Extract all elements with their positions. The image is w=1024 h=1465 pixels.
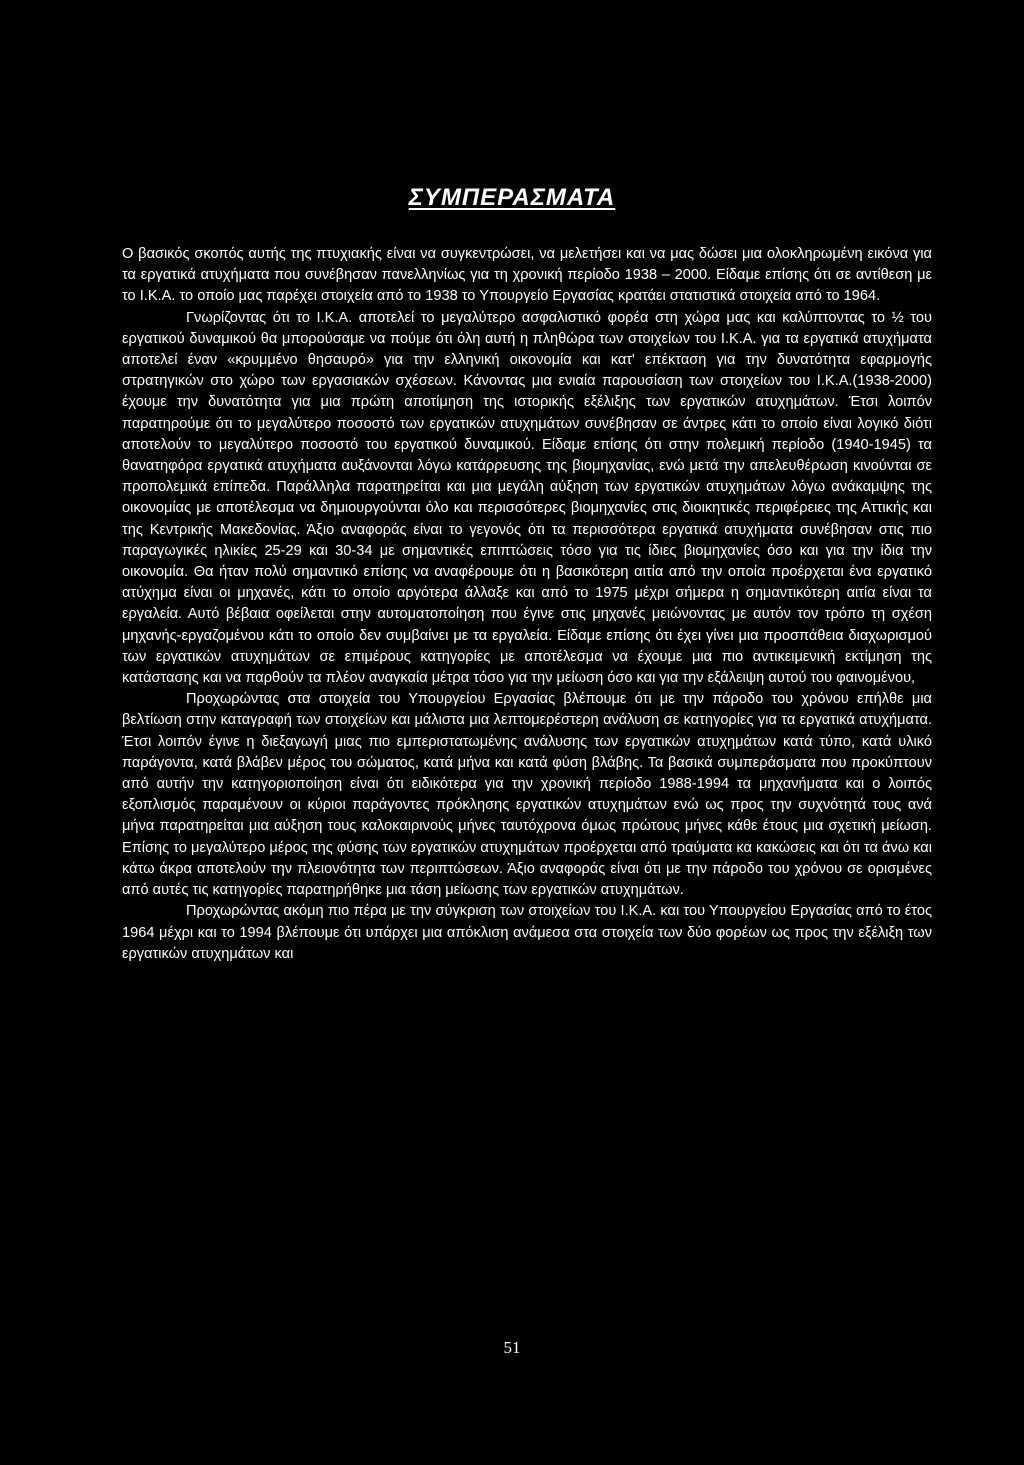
paragraph-2: Γνωρίζοντας ότι το Ι.Κ.Α. αποτελεί το μεγαλύτερο ασφαλιστικό φορέα στη χώρα μας και καλύπτοντας το ½ του εργατικού δυναμικού θα μπορούσαμε να πούμε ότι όλη αυτή η πληθώρα των στοιχείων του Ι.Κ.Α. για τα εργατικά ατυχήματα αποτελεί έναν «κρυμμένο θησαυρό» για την ελληνική οικονομία και κατ' επέκταση για την δυνατότητα εφαρμογής στρατηγικών στο χώρο των εργασιακών σχέσεων. Κάνοντας μια ενιαία παρουσίαση των στοιχείων του Ι.Κ.Α.(1938-2000) έχουμε την δυνατότητα για μια πρώτη αποτίμηση της ιστορικής εξέλιξης των εργατικών ατυχημάτων. Έτσι λοιπόν παρατηρούμε ότι το μεγαλύτερο ποσοστό των εργατικών ατυχημάτων συνέβησαν σε άντρες κάτι το οποίο είναι λογικό διότι αποτελούν το μεγαλύτερο ποσοστό του εργατικού δυναμικού. Είδαμε επίσης ότι στην πολεμική περίοδο (1940-1945) τα θανατηφόρα εργατικά ατυχήματα αυξάνονται λόγω κατάρρευσης της βιομηχανίας, ενώ μετά την απελευθέρωση κινούνται σε προπολεμικά επίπεδα. Παράλληλα παρατηρείται και μια μεγάλη αύξηση των εργατικών ατυχημάτων λόγω ανάκαμψης της οικονομίας με αποτέλεσμα να δημιουργούνται όλο και περισσότερες βιομηχανίες στις διοικητικές περιφέρειες της Αττικής και της Κεντρικής Μακεδονίας. Άξιο αναφοράς είναι το γεγονός ότι τα περισσότερα εργατικά ατυχήματα συνέβησαν στις πιο παραγωγικές ηλικίες 25-29 και 30-34 με σημαντικές επιπτώσεις τόσο για τις ίδιες βιομηχανίες όσο και για την ίδια την οικονομία. Θα ήταν πολύ σημαντικό επίσης να αναφέρουμε ότι η βασικότερη αιτία από την οποία προέρχεται ένα εργατικό ατύχημα είναι οι μηχανές, κάτι το οποίο αργότερα άλλαξε και από το 1975 μέχρι σήμερα η σημαντικότερη αιτία είναι τα εργαλεία. Αυτό βέβαια οφείλεται στην αυτοματοποίηση που έγινε στις μηχανές μειώνοντας με αυτόν τον τρόπο τη σχέση μηχανής-εργαζομένου κάτι το οποίο δεν συμβαίνει με τα εργαλεία. Είδαμε επίσης ότι έχει γίνει μια προσπάθεια διαχωρισμού των εργατικών ατυχημάτων σε επιμέρους κατηγορίες με αποτέλεσμα να έχουμε μια πιο αντικειμενική εκτίμηση της κατάστασης και να παρθούν τα πλέον αναγκαία μέτρα τόσο για την μείωση όσο και για την εξάλειψη αυτού του φαινομένου, bbox=[122, 309, 932, 687]
body-text bbox=[122, 244, 932, 965]
page-number: 51 bbox=[503, 1338, 521, 1357]
page-title: ΣΥΜΠΕΡΑΣΜΑΤΑ bbox=[408, 184, 616, 211]
paragraph-4: Προχωρώντας ακόμη πιο πέρα με την σύγκριση των στοιχείων του Ι.Κ.Α. και του Υπουργείου Εργασίας από το έτος 1964 μέχρι και το 1994 βλέπουμε ότι υπάρχει μια απόκλιση ανάμεσα στα στοιχεία των δύο φορέων ως προς την εξέλιξη των εργατικών ατυχημάτων και bbox=[122, 903, 932, 962]
paragraph-3: Προχωρώντας στα στοιχεία του Υπουργείου Εργασίας βλέπουμε ότι με την πάροδο του χρόνου επήλθε μια βελτίωση στην καταγραφή των στοιχείων και μάλιστα μια λεπτομερέστερη ανάλυση σε κατηγορίες για τα εργατικά ατυχήματα. Έτσι λοιπόν έγινε η διεξαγωγή μιας πιο εμπεριστατωμένης ανάλυσης των εργατικών ατυχημάτων κατά τύπο, κατά υλικό παράγοντα, κατά βλάβεν μέρος του σώματος, κατά μήνα και κατά φύση βλάβης. Τα βασικά συμπεράσματα που προκύπτουν από αυτήν την κατηγοριοποίηση είναι ότι ειδικότερα για την χρονική περίοδο 1988-1994 τα μηχανήματα και ο λοιπός εξοπλισμός παραμένουν οι κύριοι παράγοντες πρόκλησης εργατικών ατυχημάτων ενώ ως προς την συχνότητά τους ανά μήνα παρατηρείται μια αύξηση τους καλοκαιρινούς μήνες ταυτόχρονα όμως πρώτους μήνες κάθε έτους μια σχετική μείωση. Επίσης το μεγαλύτερο μέρος της φύσης των εργατικών ατυχημάτων προέρχεται από τραύματα κα κακώσεις και ότι τα άνω και κάτω άκρα αποτελούν την πλειονότητα των περιπτώσεων. Άξιο αναφοράς είναι ότι με την πάροδο του χρόνου σε ορισμένες από αυτές τις κατηγορίες παρατηρήθηκε μια τάση μείωσης των εργατικών ατυχημάτων. bbox=[122, 691, 932, 899]
paragraph-1: Ο βασικός σκοπός αυτής της πτυχιακής είναι να συγκεντρώσει, να μελετήσει και να μας δώσει μια ολοκληρωμένη εικόνα για τα εργατικά ατυχήματα που συνέβησαν πανελληνίως για τη χρονική περίοδο 1938 – 2000. Είδαμε επίσης ότι σε αντίθεση με το Ι.Κ.Α. το οποίο μας παρέχει στοιχεία από το 1938 το Υπουργείο Εργασίας κρατάει στατιστικά στοιχεία από το 1964. bbox=[122, 246, 932, 305]
